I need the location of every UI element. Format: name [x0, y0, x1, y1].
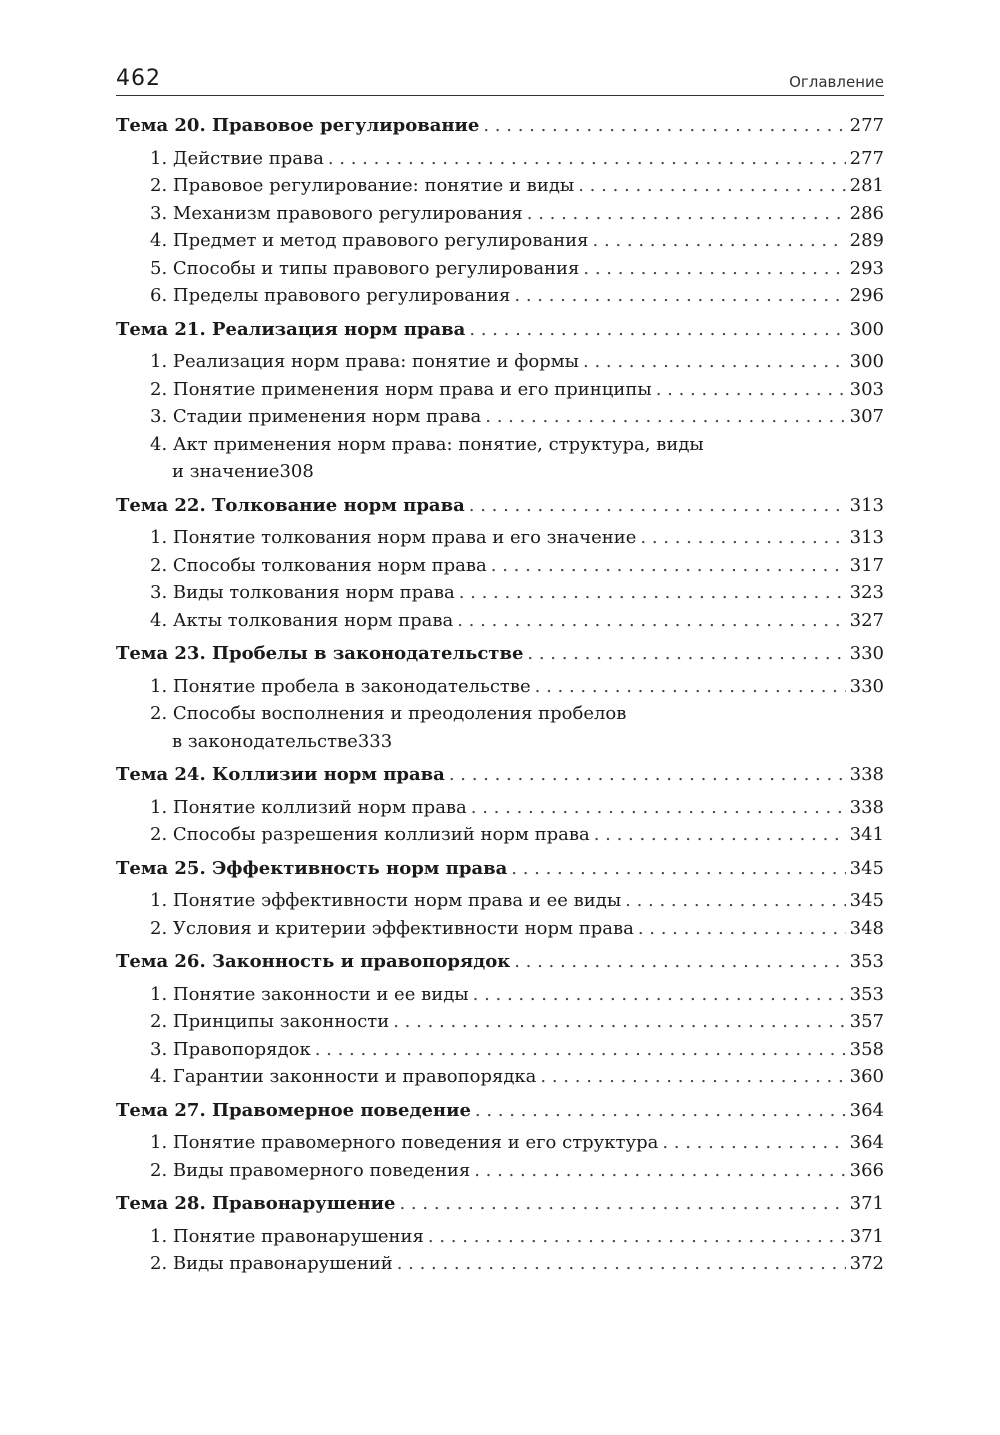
topic-title: Тема 28. Правонарушение	[116, 1193, 396, 1214]
toc-item-page-number: 364	[849, 1132, 884, 1153]
toc-item[interactable]	[116, 1129, 884, 1157]
toc-item[interactable]	[116, 172, 884, 200]
topic-title: Тема 21. Реализация норм права	[116, 318, 466, 340]
toc-item[interactable]	[116, 145, 884, 173]
dot-leader	[428, 1223, 846, 1251]
dot-leader	[527, 200, 846, 228]
toc-item-page-number: 338	[849, 796, 884, 818]
dot-leader	[535, 673, 846, 701]
toc-item[interactable]	[116, 200, 884, 228]
dot-leader	[473, 981, 846, 1009]
toc-item[interactable]	[116, 1008, 884, 1036]
toc-item-page-number: 296	[849, 285, 884, 306]
topic-page-number: 371	[849, 1193, 884, 1214]
toc-item[interactable]	[116, 579, 884, 607]
toc-topic	[116, 316, 884, 486]
dot-leader	[315, 1036, 846, 1064]
dot-leader	[583, 255, 845, 283]
toc-topic-title-row[interactable]	[116, 761, 884, 789]
toc-item-label: 1. Понятие правомерного поведения и его структура	[150, 1132, 659, 1153]
toc-item-label: 3. Стадии применения норм права	[150, 406, 482, 427]
topic-title: Тема 22. Толкование норм права	[116, 494, 465, 516]
toc-item-page-number: 330	[849, 675, 884, 697]
dot-leader	[527, 640, 845, 668]
toc-item[interactable]	[116, 552, 884, 580]
topic-page-number: 345	[849, 857, 884, 879]
dot-leader	[469, 316, 845, 344]
toc-item-page-number: 366	[849, 1159, 884, 1181]
toc-item-page-number: 303	[849, 378, 884, 400]
toc-topic-title-row[interactable]	[116, 1190, 884, 1218]
toc-topic	[116, 1190, 884, 1278]
toc-item[interactable]	[116, 1036, 884, 1064]
topic-title: Тема 27. Правомерное поведение	[116, 1099, 471, 1121]
toc-item[interactable]	[116, 348, 884, 376]
toc-item-label: 2. Способы восполнения и преодоления пробелов	[150, 703, 627, 724]
toc-item-label: 3. Правопорядок	[150, 1038, 311, 1060]
toc-item-label: 6. Пределы правового регулирования	[150, 285, 511, 306]
toc-item-label: 1. Понятие толкования норм права и его значение	[150, 527, 637, 548]
toc-item-page-number: 323	[849, 582, 884, 603]
toc-item-label: 2. Виды правонарушений	[150, 1253, 393, 1274]
toc-item-page-number: 360	[849, 1066, 884, 1087]
toc-item[interactable]	[116, 1063, 884, 1091]
toc-item[interactable]	[116, 821, 884, 849]
dot-leader	[483, 112, 845, 140]
toc-item-label: 4. Акт применения норм права: понятие, структура, виды	[150, 433, 704, 455]
toc-topic	[116, 761, 884, 849]
dot-leader	[485, 403, 845, 431]
toc-item-label: 1. Действие права	[150, 147, 324, 169]
toc-item[interactable]	[116, 981, 884, 1009]
toc-topic-title-row[interactable]	[116, 112, 884, 140]
dot-leader	[656, 376, 846, 404]
toc-item[interactable]	[116, 1223, 884, 1251]
toc-item-page-number: 358	[849, 1038, 884, 1060]
toc-item-page-number: 371	[849, 1225, 884, 1247]
dot-leader	[474, 1157, 845, 1185]
toc-item[interactable]	[116, 673, 884, 701]
toc-item-page-number: 300	[849, 351, 884, 372]
toc-topic	[116, 855, 884, 943]
toc-item[interactable]	[116, 227, 884, 255]
toc-item-page-number: 345	[849, 890, 884, 911]
toc-topic-title-row[interactable]	[116, 316, 884, 344]
topic-title: Тема 25. Эффективность норм права	[116, 857, 508, 879]
dot-leader	[475, 1097, 846, 1125]
toc-item-label: 2. Условия и критерии эффективности норм права	[150, 917, 634, 939]
dot-leader	[593, 227, 846, 255]
toc-item-label: 1. Понятие пробела в законодательстве	[150, 675, 531, 697]
toc-item-label: 4. Акты толкования норм права	[150, 609, 454, 631]
dot-leader	[457, 607, 845, 635]
toc-topic	[116, 1097, 884, 1185]
toc-item-label: 1. Понятие эффективности норм права и ее виды	[150, 890, 622, 911]
dot-leader	[449, 761, 846, 789]
toc-item[interactable]	[116, 1157, 884, 1185]
running-header	[116, 62, 884, 96]
toc-item[interactable]	[116, 255, 884, 283]
dot-leader	[640, 524, 845, 552]
dot-leader	[662, 1129, 845, 1157]
toc-item[interactable]	[116, 700, 884, 755]
toc-item-page-number: 341	[849, 824, 884, 845]
toc-topic-title-row[interactable]	[116, 855, 884, 883]
toc-item-page-number: 327	[849, 609, 884, 631]
toc-item-label: 2. Способы толкования норм права	[150, 554, 487, 576]
toc-item-page-number: 317	[849, 554, 884, 576]
dot-leader	[594, 821, 846, 849]
dot-leader	[459, 579, 846, 607]
toc-item-page-number: 308	[279, 461, 314, 482]
toc-item[interactable]	[116, 794, 884, 822]
toc-item-label: 3. Механизм правового регулирования	[150, 202, 523, 224]
dot-leader	[469, 492, 846, 520]
page-number: 462	[116, 66, 161, 91]
topic-page-number: 353	[849, 951, 884, 972]
toc-item-page-number: 333	[357, 730, 393, 752]
toc-item-page-number: 307	[849, 406, 884, 427]
toc-item-page-number: 286	[849, 202, 884, 224]
topic-title: Тема 26. Законность и правопорядок	[116, 951, 511, 972]
dot-leader	[328, 145, 846, 173]
topic-title: Тема 24. Коллизии норм права	[116, 764, 445, 785]
toc-item-label: 2. Принципы законности	[150, 1011, 390, 1032]
toc-item[interactable]	[116, 887, 884, 915]
toc-item-page-number: 293	[849, 257, 884, 279]
toc-item-label: 1. Реализация норм права: понятие и формы	[150, 351, 580, 372]
dot-leader	[625, 887, 845, 915]
toc-item-page-number: 313	[849, 527, 884, 548]
toc-item-label-continuation: в законодательстве	[172, 730, 358, 752]
toc-item[interactable]	[116, 431, 884, 486]
toc-item-label: 2. Способы разрешения коллизий норм права	[150, 824, 590, 845]
topic-title: Тема 23. Пробелы в законодательстве	[116, 643, 524, 664]
dot-leader	[511, 855, 845, 883]
toc-topic	[116, 492, 884, 635]
toc-item-page-number: 348	[849, 917, 884, 939]
dot-leader	[471, 794, 846, 822]
topic-page-number: 338	[849, 764, 884, 785]
table-of-contents	[116, 112, 884, 1284]
toc-item-label: 2. Виды правомерного поведения	[150, 1159, 471, 1181]
toc-item-page-number: 357	[849, 1011, 884, 1032]
dot-leader	[393, 1008, 845, 1036]
toc-item[interactable]	[116, 376, 884, 404]
toc-item-label: 1. Понятие правонарушения	[150, 1225, 424, 1247]
toc-topic	[116, 640, 884, 755]
running-title: Оглавление	[789, 73, 884, 91]
topic-page-number: 277	[849, 115, 884, 136]
toc-topic-title-row[interactable]	[116, 1097, 884, 1125]
toc-item[interactable]	[116, 403, 884, 431]
toc-item[interactable]	[116, 1250, 884, 1278]
toc-item-label: 4. Гарантии законности и правопорядка	[150, 1066, 537, 1087]
dot-leader	[540, 1063, 845, 1091]
toc-item-label: 1. Понятие законности и ее виды	[150, 983, 469, 1005]
toc-item-label: 5. Способы и типы правового регулирования	[150, 257, 580, 279]
toc-item-page-number: 281	[849, 175, 884, 196]
toc-topic-title-row[interactable]	[116, 640, 884, 668]
toc-item-page-number: 277	[849, 147, 884, 169]
dot-leader	[638, 915, 846, 943]
topic-page-number: 300	[849, 318, 884, 340]
toc-topic	[116, 948, 884, 1091]
topic-title: Тема 20. Правовое регулирование	[116, 115, 480, 136]
toc-item[interactable]	[116, 915, 884, 943]
toc-item-label: 3. Виды толкования норм права	[150, 582, 455, 603]
toc-item[interactable]	[116, 607, 884, 635]
toc-item-label: 2. Правовое регулирование: понятие и виды	[150, 175, 575, 196]
topic-page-number: 330	[849, 643, 884, 664]
toc-item-page-number: 372	[849, 1253, 884, 1274]
dot-leader	[514, 948, 845, 976]
toc-item-label: 1. Понятие коллизий норм права	[150, 796, 467, 818]
dot-leader	[514, 282, 845, 310]
dot-leader	[399, 1190, 845, 1218]
dot-leader	[397, 1250, 846, 1278]
toc-topic	[116, 112, 884, 310]
toc-topic-title-row[interactable]	[116, 492, 884, 520]
toc-item-label: 4. Предмет и метод правового регулирования	[150, 230, 589, 251]
dot-leader	[491, 552, 846, 580]
dot-leader	[583, 348, 846, 376]
toc-item-page-number: 353	[849, 983, 884, 1005]
toc-item-page-number: 289	[849, 230, 884, 251]
toc-item[interactable]	[116, 282, 884, 310]
dot-leader	[578, 172, 845, 200]
topic-page-number: 313	[849, 494, 884, 516]
toc-item-label-continuation: и значение	[172, 461, 280, 482]
toc-item[interactable]	[116, 524, 884, 552]
toc-topic-title-row[interactable]	[116, 948, 884, 976]
toc-item-label: 2. Понятие применения норм права и его принципы	[150, 378, 652, 400]
topic-page-number: 364	[849, 1099, 884, 1121]
